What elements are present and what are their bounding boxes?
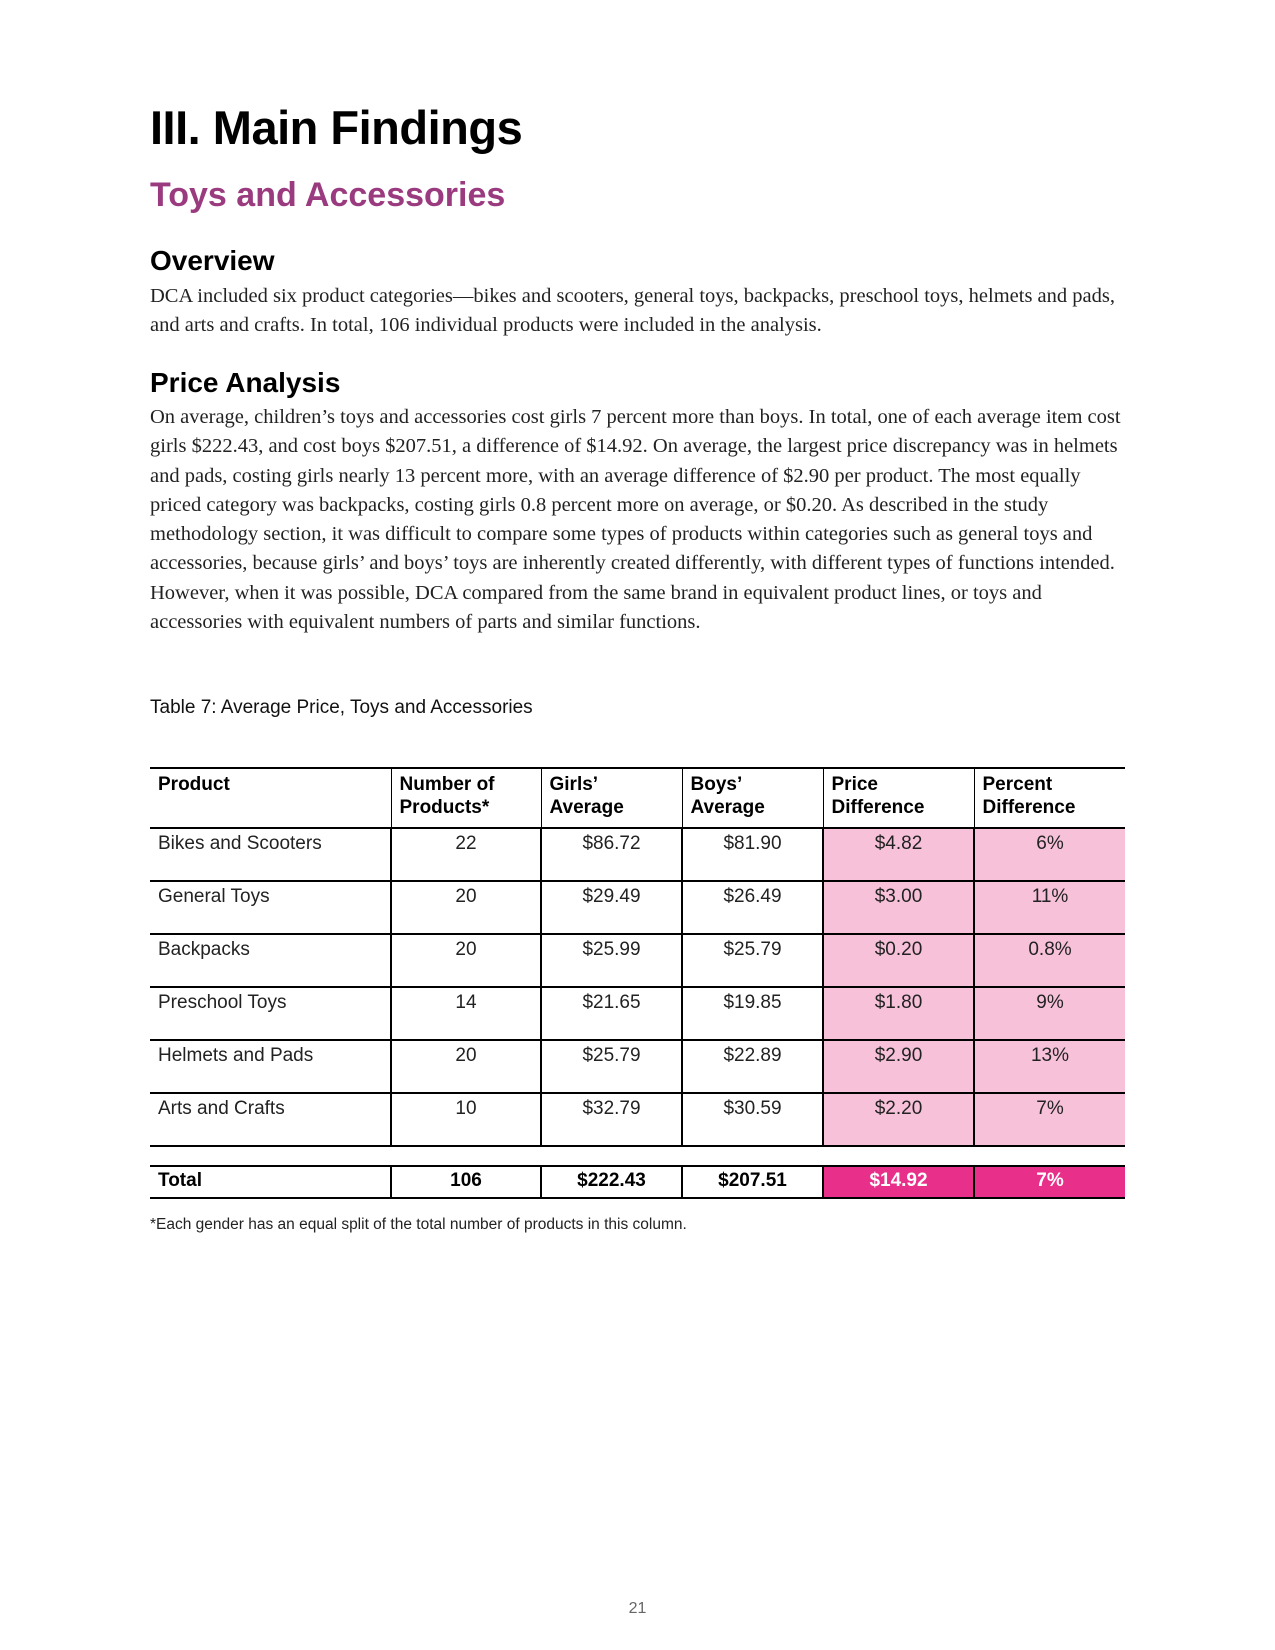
cell-price-difference: $2.90 (823, 1040, 974, 1093)
cell-product: Preschool Toys (150, 987, 391, 1040)
cell-girls-average: $32.79 (541, 1093, 682, 1146)
page-number: 21 (628, 1600, 647, 1617)
overview-paragraph: DCA included six product categories—bikes and scooters, general toys, backpacks, preschool toys, helmets and pads, and arts and crafts. In total, 106 individual products were included in the analysis. (150, 285, 1115, 337)
price-analysis-heading: Price Analysis (150, 367, 341, 398)
cell-boys-average: $22.89 (682, 1040, 823, 1093)
cell-product: Arts and Crafts (150, 1093, 391, 1146)
average-price-table (150, 767, 1125, 1199)
spacer-cell (150, 1146, 1125, 1166)
cell-boys-average: $81.90 (682, 828, 823, 881)
header-percent-difference: Percent Difference (974, 768, 1125, 828)
cell-product: Backpacks (150, 934, 391, 987)
cell-boys-average: $25.79 (682, 934, 823, 987)
table-header-row (150, 768, 1125, 828)
total-girls-average: $222.43 (541, 1166, 682, 1198)
total-count: 106 (391, 1166, 541, 1198)
table-row (150, 987, 1125, 1040)
table-row (150, 828, 1125, 881)
header-boys-average: Boys’ Average (682, 768, 823, 828)
cell-product: Helmets and Pads (150, 1040, 391, 1093)
cell-boys-average: $19.85 (682, 987, 823, 1040)
cell-girls-average: $86.72 (541, 828, 682, 881)
table-total-row (150, 1166, 1125, 1198)
cell-product: Bikes and Scooters (150, 828, 391, 881)
cell-count: 20 (391, 1040, 541, 1093)
header-number-of-products: Number of Products* (391, 768, 541, 828)
table-row (150, 934, 1125, 987)
table-spacer-row (150, 1146, 1125, 1166)
cell-boys-average: $30.59 (682, 1093, 823, 1146)
cell-price-difference: $3.00 (823, 881, 974, 934)
cell-girls-average: $29.49 (541, 881, 682, 934)
header-price-difference: Price Difference (823, 768, 974, 828)
cell-percent-difference: 6% (974, 828, 1125, 881)
cell-percent-difference: 9% (974, 987, 1125, 1040)
cell-count: 10 (391, 1093, 541, 1146)
cell-percent-difference: 11% (974, 881, 1125, 934)
table-row (150, 1040, 1125, 1093)
total-price-difference: $14.92 (823, 1166, 974, 1198)
total-label: Total (150, 1166, 391, 1198)
table-caption: Table 7: Average Price, Toys and Accessories (150, 697, 533, 718)
cell-price-difference: $2.20 (823, 1093, 974, 1146)
header-girls-average: Girls’ Average (541, 768, 682, 828)
page-title: III. Main Findings (150, 101, 523, 154)
cell-count: 22 (391, 828, 541, 881)
total-percent-difference: 7% (974, 1166, 1125, 1198)
table-row (150, 881, 1125, 934)
overview-heading: Overview (150, 245, 275, 276)
table-row (150, 1093, 1125, 1146)
cell-percent-difference: 0.8% (974, 934, 1125, 987)
cell-count: 20 (391, 881, 541, 934)
cell-count: 20 (391, 934, 541, 987)
cell-percent-difference: 7% (974, 1093, 1125, 1146)
table-footnote: *Each gender has an equal split of the total number of products in this column. (150, 1216, 687, 1233)
cell-price-difference: $0.20 (823, 934, 974, 987)
cell-count: 14 (391, 987, 541, 1040)
cell-boys-average: $26.49 (682, 881, 823, 934)
total-boys-average: $207.51 (682, 1166, 823, 1198)
cell-product: General Toys (150, 881, 391, 934)
price-analysis-paragraph: On average, children’s toys and accessories cost girls 7 percent more than boys. In total, one of each average item cost girls $222.43, and cost boys $207.51, a difference of $14.92. On average, the largest price discrepancy was in helmets and pads, costing girls nearly 13 percent more, with an average difference of $2.90 per product. The most equally priced category was backpacks, costing girls 0.8 percent more on average, or $0.20. As described in the study methodology section, it was difficult to compare some types of products within categories such as general toys and accessories, because girls’ and boys’ toys are inherently created differently, with different types of functions intended. However, when it was possible, DCA compared from the same brand in equivalent product lines, or toys and accessories with equivalent numbers of parts and similar functions. (150, 406, 1121, 634)
section-subtitle: Toys and Accessories (150, 176, 506, 214)
cell-percent-difference: 13% (974, 1040, 1125, 1093)
cell-girls-average: $25.79 (541, 1040, 682, 1093)
cell-price-difference: $4.82 (823, 828, 974, 881)
cell-girls-average: $21.65 (541, 987, 682, 1040)
cell-girls-average: $25.99 (541, 934, 682, 987)
header-product: Product (150, 768, 391, 828)
cell-price-difference: $1.80 (823, 987, 974, 1040)
